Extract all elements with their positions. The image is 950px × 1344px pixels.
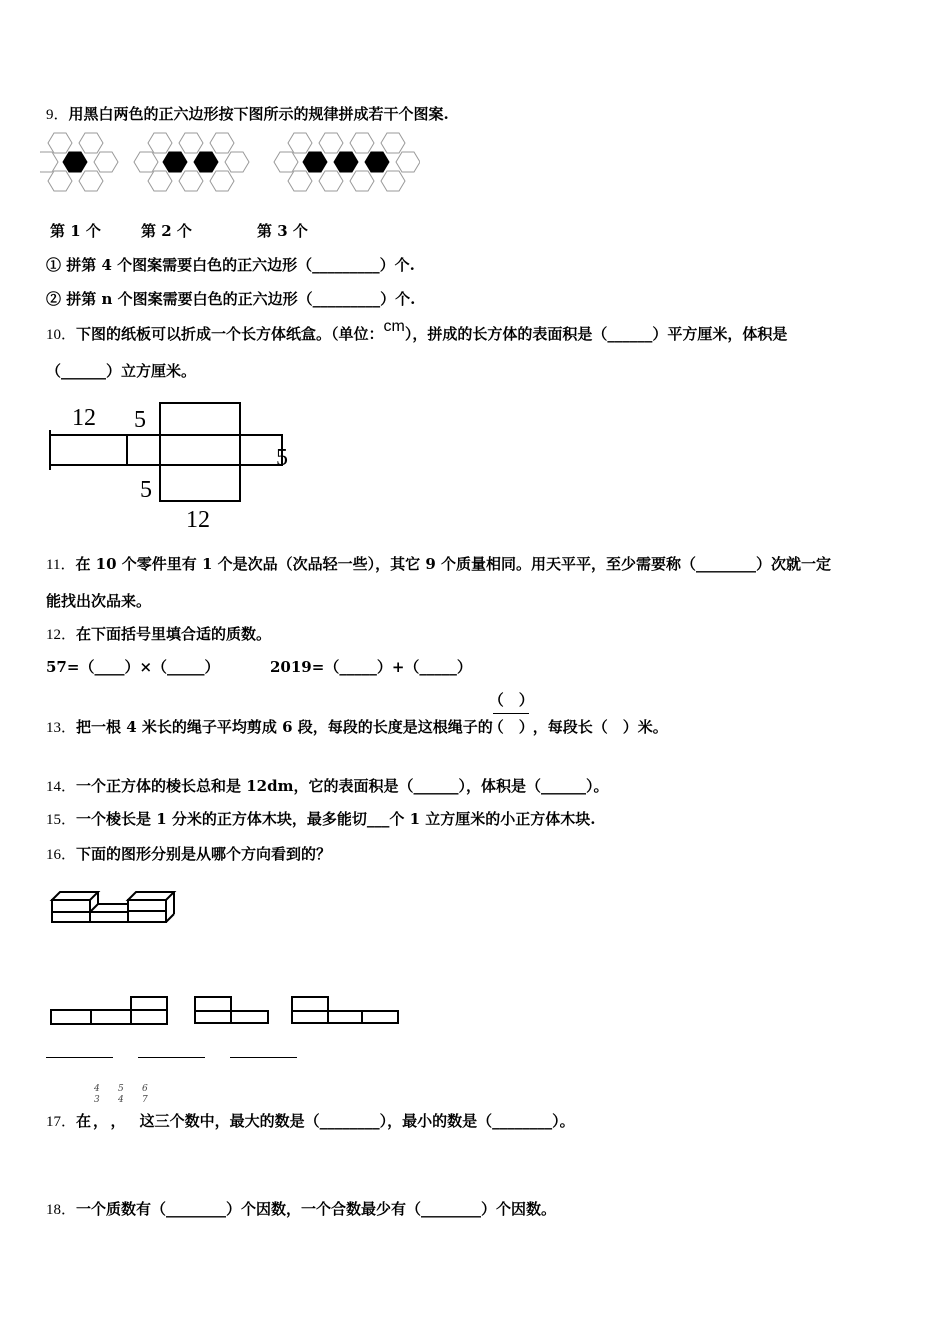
- label-pattern-3: 第 3 个: [257, 222, 308, 240]
- hexagon-pattern-figure: [40, 128, 420, 196]
- q12-eq2: 2019=（_____）+（_____）: [270, 658, 472, 676]
- q9-sub1: ① 拼第 4 个图案需要白色的正六边形（_________）个.: [46, 256, 415, 274]
- answer-line-3[interactable]: [230, 1057, 297, 1058]
- hex-pattern-3: [274, 133, 420, 191]
- dim-top-left: 12: [72, 405, 96, 431]
- q16-text: 16．下面的图形分别是从哪个方向看到的？: [46, 845, 332, 863]
- q10-line2: （______）立方厘米。: [46, 362, 197, 380]
- view-option-2: [190, 995, 275, 1027]
- fraction-5-4: 5 4: [118, 1084, 124, 1105]
- q18-text: 18．一个质数有（________）个因数，一个合数最少有（________）个因数。: [46, 1200, 557, 1218]
- q13-text: 13．把一根 4 米长的绳子平均剪成 6 段，每段的长度是这根绳子的 （ ） （ ） ，每段长（ ）米。: [46, 691, 668, 736]
- fraction-4-3: 4 3: [94, 1084, 100, 1105]
- dim-bottom: 12: [186, 507, 210, 533]
- q9-text: 9．用黑白两色的正六边形按下图所示的规律拼成若干个图案.: [46, 105, 449, 123]
- unit-cm: cm: [383, 318, 405, 335]
- label-pattern-2: 第 2 个: [141, 222, 192, 240]
- dim-top-mid: 5: [134, 407, 146, 433]
- cube-solid-figure: [46, 888, 196, 928]
- view-option-3: [288, 995, 403, 1027]
- q10-text: 10．下图的纸板可以折成一个长方体纸盒。（单位：cm），拼成的长方体的表面积是（______）平方厘米，体积是: [46, 318, 788, 343]
- q9-sub2: ② 拼第 n 个图案需要白色的正六边形（_________）个.: [46, 290, 416, 308]
- hex-pattern-1: [40, 133, 118, 191]
- answer-line-1[interactable]: [46, 1057, 113, 1058]
- box-net-figure: [40, 395, 310, 535]
- answer-line-2[interactable]: [138, 1057, 205, 1058]
- view-option-1: [48, 995, 173, 1027]
- q12-text: 12．在下面括号里填合适的质数。: [46, 625, 272, 643]
- q17-text: 17．在 ， ， 这三个数中，最大的数是（________），最小的数是（________）。: [46, 1112, 575, 1130]
- dim-bottom-mid: 5: [140, 477, 152, 503]
- q12-eq1: 57=（____）×（_____）: [46, 658, 220, 676]
- dim-right: 5: [276, 445, 288, 471]
- q15-text: 15．一个棱长是 1 分米的正方体木块，最多能切___个 1 立方厘米的小正方体木块.: [46, 810, 596, 828]
- q11-line1: 11．在 10 个零件里有 1 个是次品（次品轻一些），其它 9 个质量相同。用天平平，至少需要称（________）次就一定: [46, 555, 832, 573]
- fraction-6-7: 6 7: [142, 1084, 148, 1105]
- label-pattern-1: 第 1 个: [50, 222, 101, 240]
- q11-line2: 能找出次品来。: [46, 592, 152, 610]
- q14-text: 14．一个正方体的棱长总和是 12dm，它的表面积是（______），体积是（______）。: [46, 777, 609, 795]
- hex-pattern-2: [134, 133, 249, 191]
- fraction-blank: （ ） （ ）: [488, 691, 534, 736]
